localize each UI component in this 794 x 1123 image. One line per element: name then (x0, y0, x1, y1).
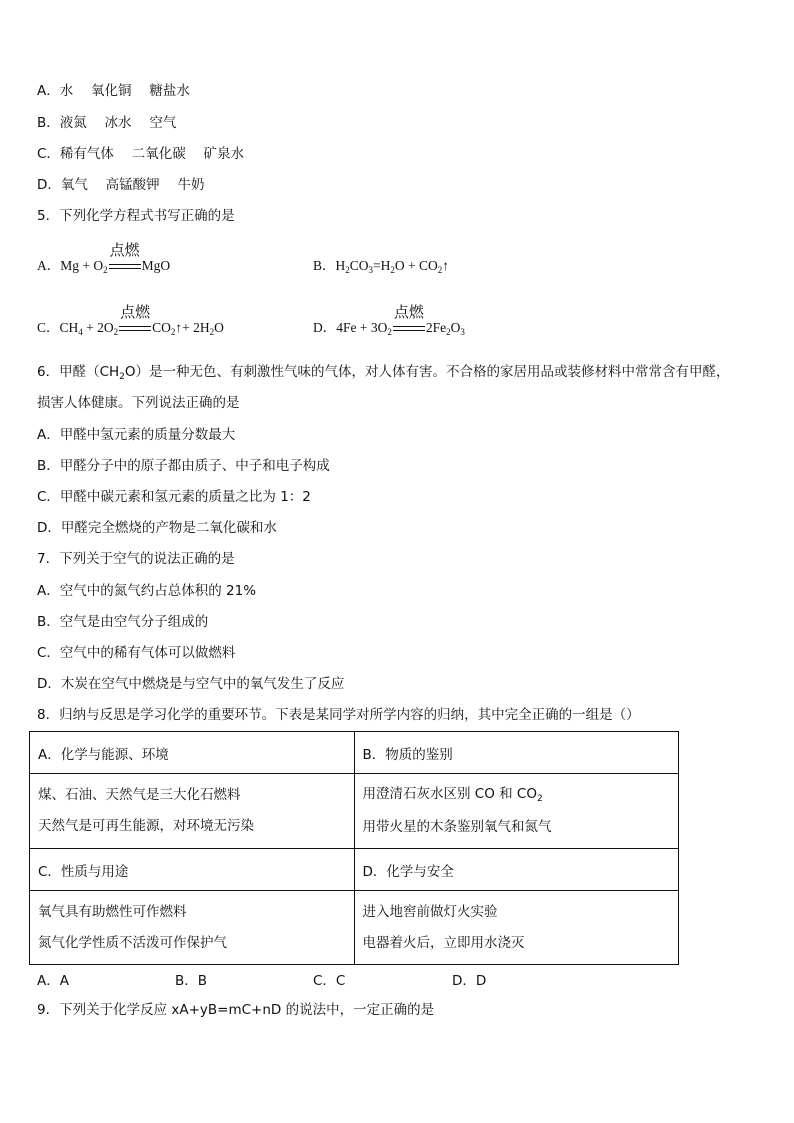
cell-c-line1: 氧气具有助燃性可作燃料 (38, 903, 187, 920)
q8-answer-c: C．C (313, 973, 346, 989)
q6-option-d: D．甲醛完全燃烧的产物是二氧化碳和水 (37, 520, 277, 536)
cell-d-header: D．化学与安全 (354, 849, 679, 891)
cell-a-line1: 煤、石油、天然气是三大化石燃料 (38, 787, 241, 803)
cell-b-content (354, 774, 679, 849)
cell-a-content (30, 774, 355, 849)
cell-a-header: A．化学与能源、环境 (30, 732, 355, 774)
q5-option-b: B．$H_2CO_3=H_2O$ + $CO_2↑$ (313, 258, 450, 275)
q8-answer-b: B．B (175, 973, 208, 989)
q4-option-b: B．液氮 冰水 空气 (37, 115, 177, 131)
q7-option-a: A．空气中的氮气约占总体积的 21% (37, 583, 257, 599)
cell-c-header: C．性质与用途 (30, 849, 355, 891)
q8-stem: 8．归纳与反思是学习化学的重要环节。下表是某同学对所学内容的归纳，其中完全正确的一组是（） (37, 707, 640, 723)
cell-d-line2: 电器着火后，立即用水浇灭 (362, 934, 525, 951)
q5-option-a: A．$Mg + O_2$ 点燃 MgO (37, 243, 171, 275)
cell-d-line1: 进入地窖前做灯火实验 (362, 903, 498, 920)
q8-answer-a: A．A (37, 973, 69, 989)
q5-option-d: D．$4Fe + 3O_2$ 点燃 $2Fe_2O_3$ (313, 305, 465, 337)
q4-option-d: D．氧气 高锰酸钾 牛奶 (37, 177, 205, 193)
cell-b-line2: 用带火星的木条鉴别氧气和氮气 (362, 819, 552, 835)
q6-stem-line2: 损害人体健康。下列说法正确的是 (37, 395, 240, 411)
q8-answer-d: D．D (452, 973, 487, 989)
cell-b-line1: 用澄清石灰水区别 CO 和 $CO_2$ (362, 786, 543, 804)
cell-b-header: B．物质的鉴别 (354, 732, 679, 774)
q5-stem: 5．下列化学方程式书写正确的是 (37, 208, 235, 224)
q4-option-c: C．稀有气体 二氧化碳 矿泉水 (37, 146, 245, 162)
q7-option-c: C．空气中的稀有气体可以做燃料 (37, 645, 236, 661)
q6-option-c: C．甲醛中碳元素和氢元素的质量之比为 1：2 (37, 489, 311, 505)
reaction-condition: 点燃 (392, 318, 426, 336)
cell-c-content (30, 891, 355, 965)
cell-c-line2: 氮气化学性质不活泼可作保护气 (38, 934, 227, 951)
q7-option-d: D．木炭在空气中燃烧是与空气中的氧气发生了反应 (37, 676, 345, 692)
q6-option-a: A．甲醛中氢元素的质量分数最大 (37, 427, 236, 443)
reaction-condition: 点燃 (118, 318, 152, 336)
reaction-condition: 点燃 (108, 256, 142, 274)
q4-option-a: A．水 氧化铜 糖盐水 (37, 83, 190, 99)
q7-option-b: B．空气是由空气分子组成的 (37, 614, 209, 630)
q6-option-b: B．甲醛分子中的原子都由质子、中子和电子构成 (37, 458, 330, 474)
q5-option-c: C．$CH_4 + 2O_2$ 点燃 $CO_2↑+ 2H_2O$ (37, 305, 224, 337)
cell-a-line2: 天然气是可再生能源，对环境无污染 (38, 818, 254, 834)
q6-stem: 6．甲醛$(CH_2O)$是一种无色、有刺激性气味的气体，对人体有害。不合格的家居用品或装修材料中常常含有甲醛， (37, 364, 730, 382)
q7-stem: 7．下列关于空气的说法正确的是 (37, 551, 235, 567)
cell-d-content (354, 891, 679, 965)
q9-stem: 9．下列关于化学反应 xA+yB=mC+nD 的说法中，一定正确的是 (37, 1002, 435, 1018)
q8-summary-table (29, 731, 679, 965)
